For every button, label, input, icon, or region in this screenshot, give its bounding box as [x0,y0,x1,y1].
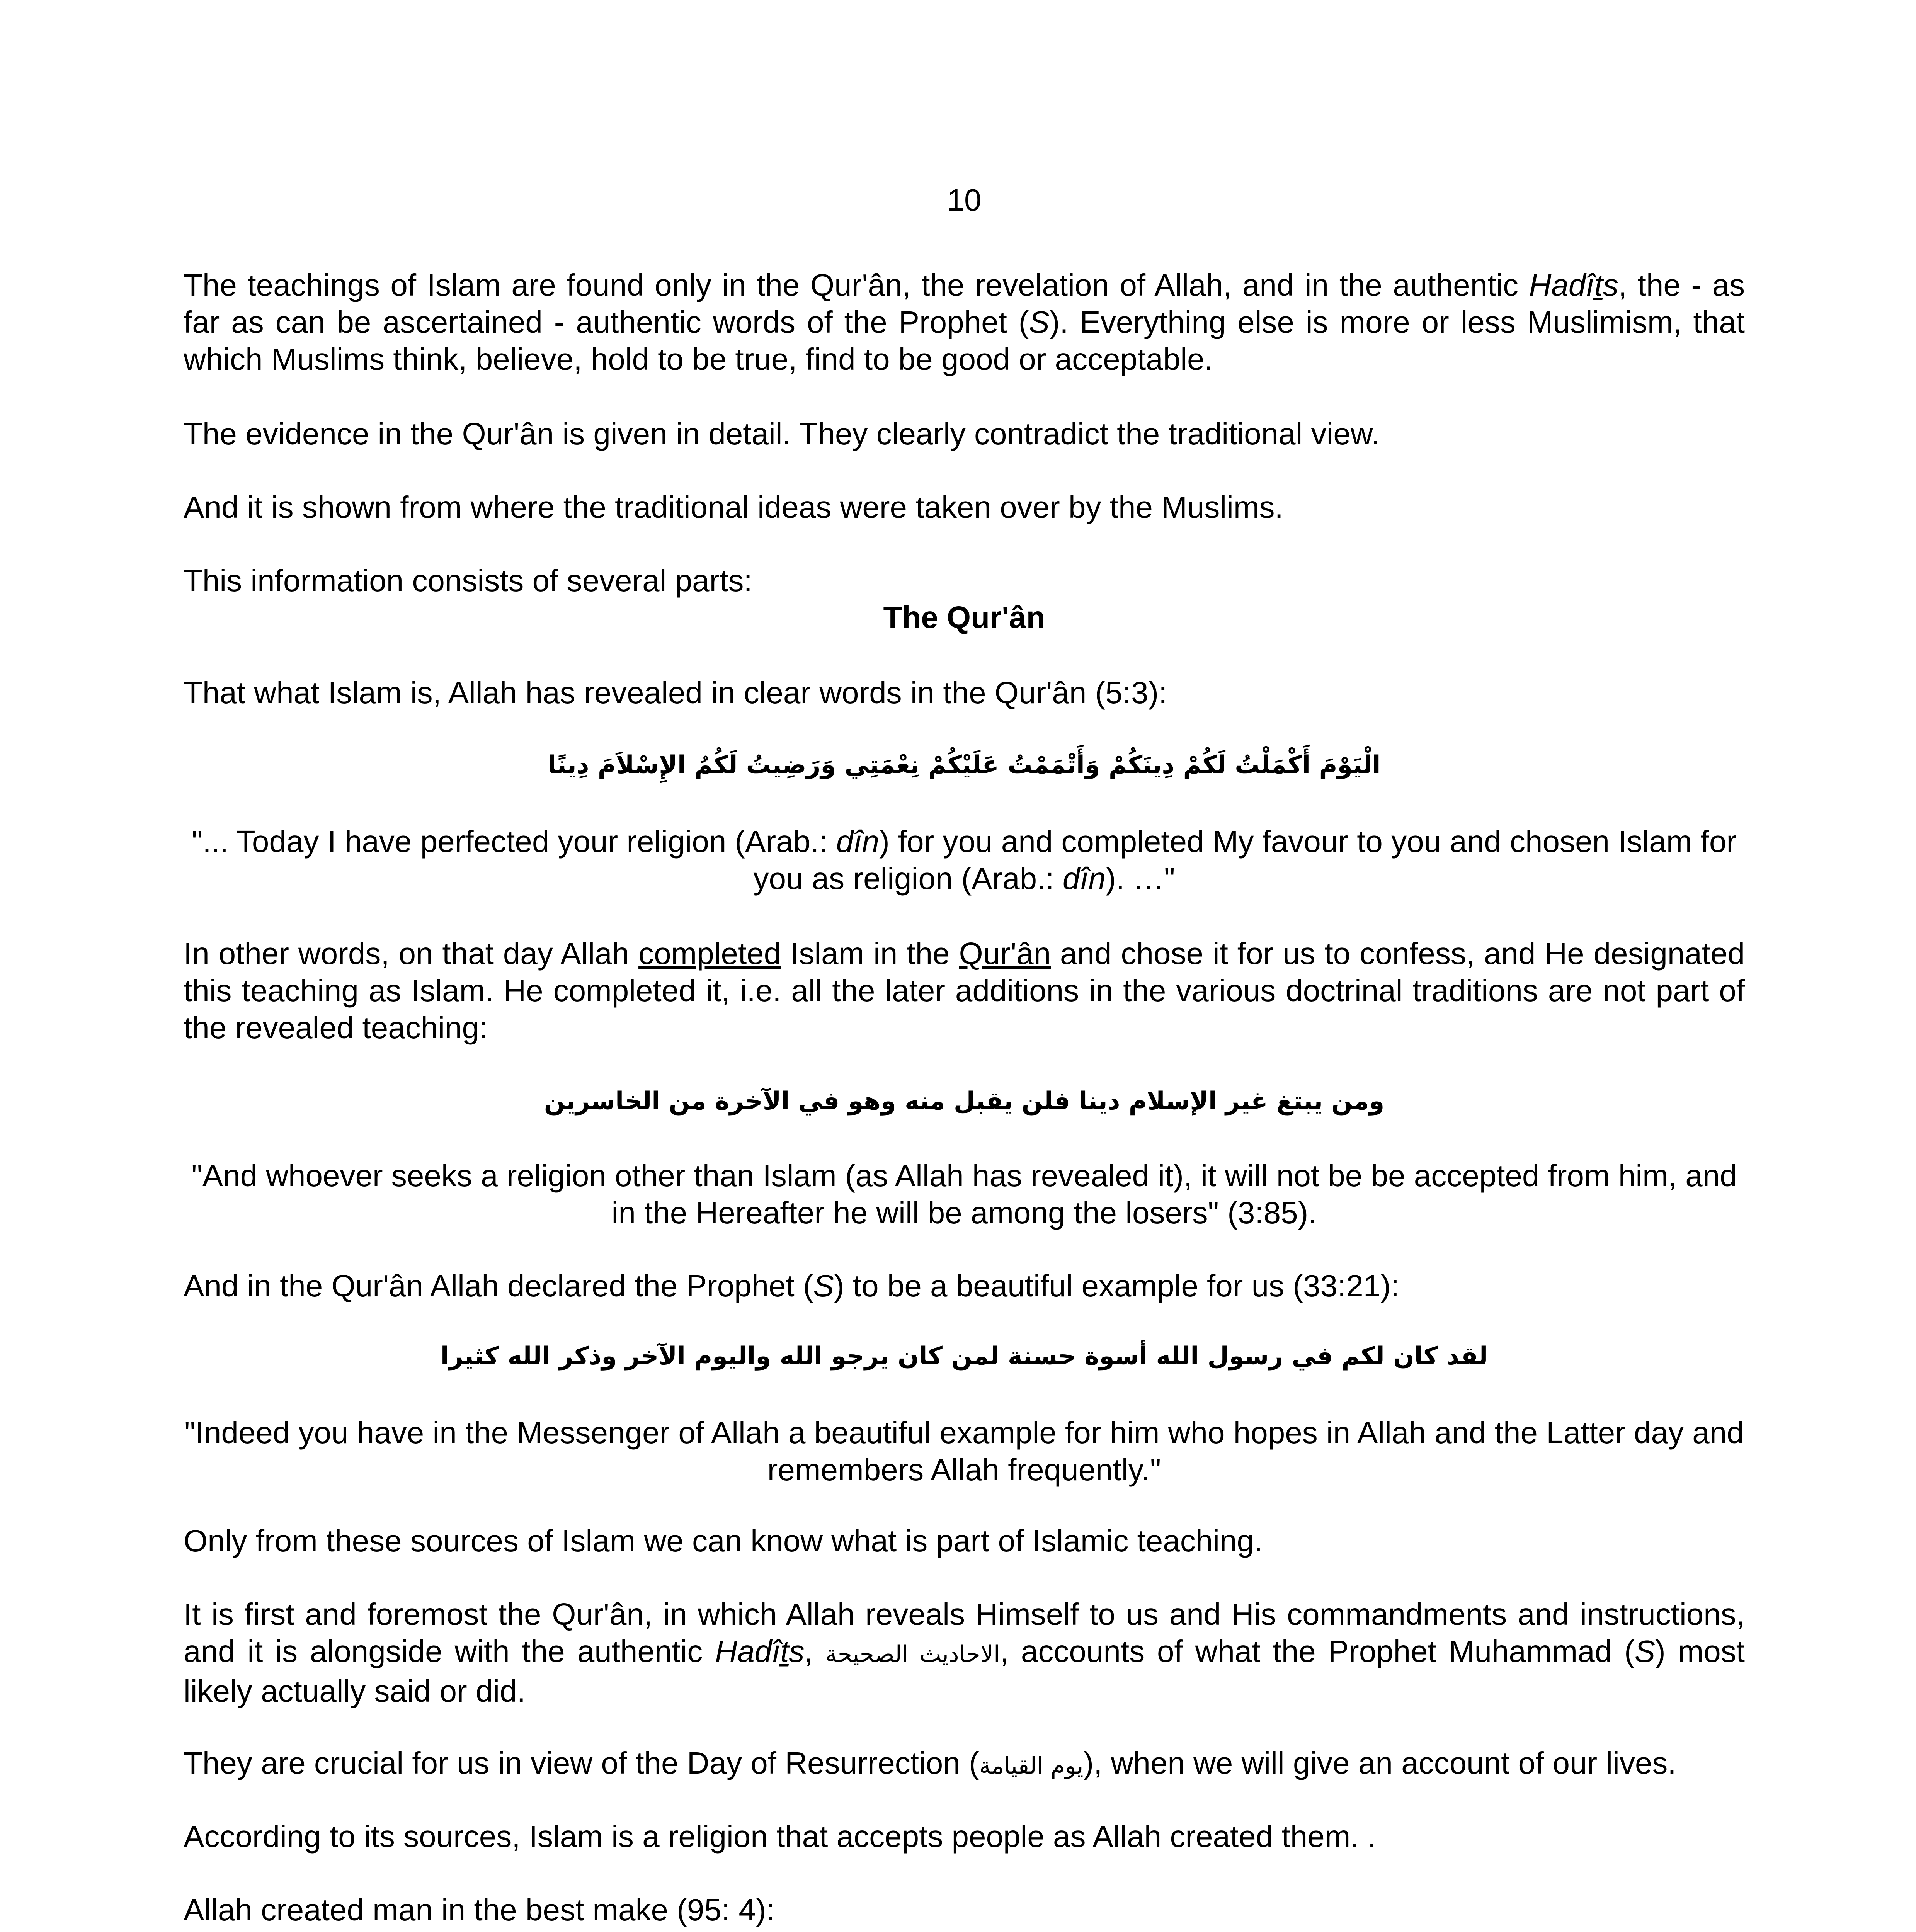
paragraph-intro [184,267,1745,378]
text-run-italic: dîn [1062,861,1106,896]
text-run: ) for you and completed My favour to you and chosen Islam for you as religion (Arab.: [753,824,1737,896]
arabic-inline: الاحاديث الصحيحة [825,1641,1000,1668]
text-run-italic: dîn [836,824,880,859]
arabic-inline: يوم القيامة [979,1752,1084,1779]
text-run: ) to be a beautiful example for us (33:21): [834,1269,1400,1303]
page-number: 10 [947,183,982,217]
text-run-italic: S [813,1269,834,1303]
text-run: and chose it for us to confess, and He designated this teaching as Islam. He completed it, i.e. all the later additions in the various doctrinal traditions are not part of the revealed teaching: [184,936,1745,1045]
paragraph-sources: Only from these sources of Islam we can know what is part of Islamic teaching. [184,1524,1263,1558]
text-run-italic: Hadîṯs [715,1634,805,1668]
text-run: And in the Qur'ân Allah declared the Prophet ( [184,1269,813,1303]
text-run: The teachings of Islam are found only in the Qur'ân, the revelation of Allah, and in the authentic [184,268,1529,302]
text-run: ). Everything else is more or less Muslimism, that which Muslims think, believe, hold to be true, find to be good or acceptable. [184,305,1745,376]
quote-5-3 [184,823,1745,897]
text-run-underlined: Qur'ân [959,936,1051,971]
text-run-italic: Hadîṯs [1529,268,1618,302]
paragraph-revealed: That what Islam is, Allah has revealed in clear words in the Qur'ân (5:3): [184,675,1167,710]
text-run: Islam in the [781,936,959,971]
section-heading: The Qur'ân [883,600,1045,634]
paragraph-example [184,1267,1745,1304]
text-run: , the - as far as can be ascertained - authentic words of the Prophet ( [184,268,1745,339]
text-run: "... Today I have perfected your religion (Arab.: [192,824,836,859]
paragraph-evidence: The evidence in the Qur'ân is given in detail. They clearly contradict the traditional view. [184,417,1380,451]
text-run-underlined: completed [638,936,781,971]
paragraph-first-foremost [184,1596,1745,1710]
arabic-verse-3-85: ومن يبتغ غير الإسلام دينا فلن يقبل منه وهو في الآخرة من الخاسرين [544,1087,1385,1116]
paragraph-completed [184,935,1745,1046]
paragraph-resurrection [184,1745,1745,1784]
paragraph-best-make: Allah created man in the best make (95: 4): [184,1893,775,1927]
text-run-italic: S [1029,305,1050,339]
quote-3-85: "And whoever seeks a religion other than Islam (as Allah has revealed it), it will not be be accepted from him, and in the Hereafter he will be among the losers" (3:85). [191,1158,1737,1230]
text-run: ). …" [1106,861,1175,896]
text-run: It is first and foremost the Qur'ân, in which Allah reveals Himself to us and His commandments and instructions, and it is alongside with the authentic [184,1597,1745,1668]
text-run: They are crucial for us in view of the Day of Resurrection ( [184,1746,979,1780]
text-run: , accounts of what the Prophet Muhammad ( [1000,1634,1635,1668]
quote-33-21: "Indeed you have in the Messenger of Allah a beautiful example for him who hopes in Allah and the Latter day and remembers Allah frequently." [184,1415,1744,1487]
text-run: , [804,1634,825,1668]
text-run: ) most likely actually said or did. [184,1634,1745,1708]
paragraph-traditional: And it is shown from where the traditional ideas were taken over by the Muslims. [184,490,1283,524]
text-run: In other words, on that day Allah [184,936,639,971]
text-run: ), when we will give an account of our lives. [1083,1746,1676,1780]
paragraph-parts: This information consists of several parts: [184,563,752,598]
arabic-verse-33-21: لقد كان لكم في رسول الله أسوة حسنة لمن كان يرجو الله واليوم الآخر وذكر الله كثيرا [440,1342,1488,1371]
arabic-verse-5-3: الْيَوْمَ أَكْمَلْتُ لَكُمْ دِينَكُمْ وَأَتْمَمْتُ عَلَيْكُمْ نِعْمَتِي وَرَضِيتُ لَكُمُ الإِسْلاَمَ دِينًا [548,751,1381,779]
text-run-italic: S [1634,1634,1656,1668]
paragraph-accepts: According to its sources, Islam is a religion that accepts people as Allah created them. . [184,1819,1377,1854]
